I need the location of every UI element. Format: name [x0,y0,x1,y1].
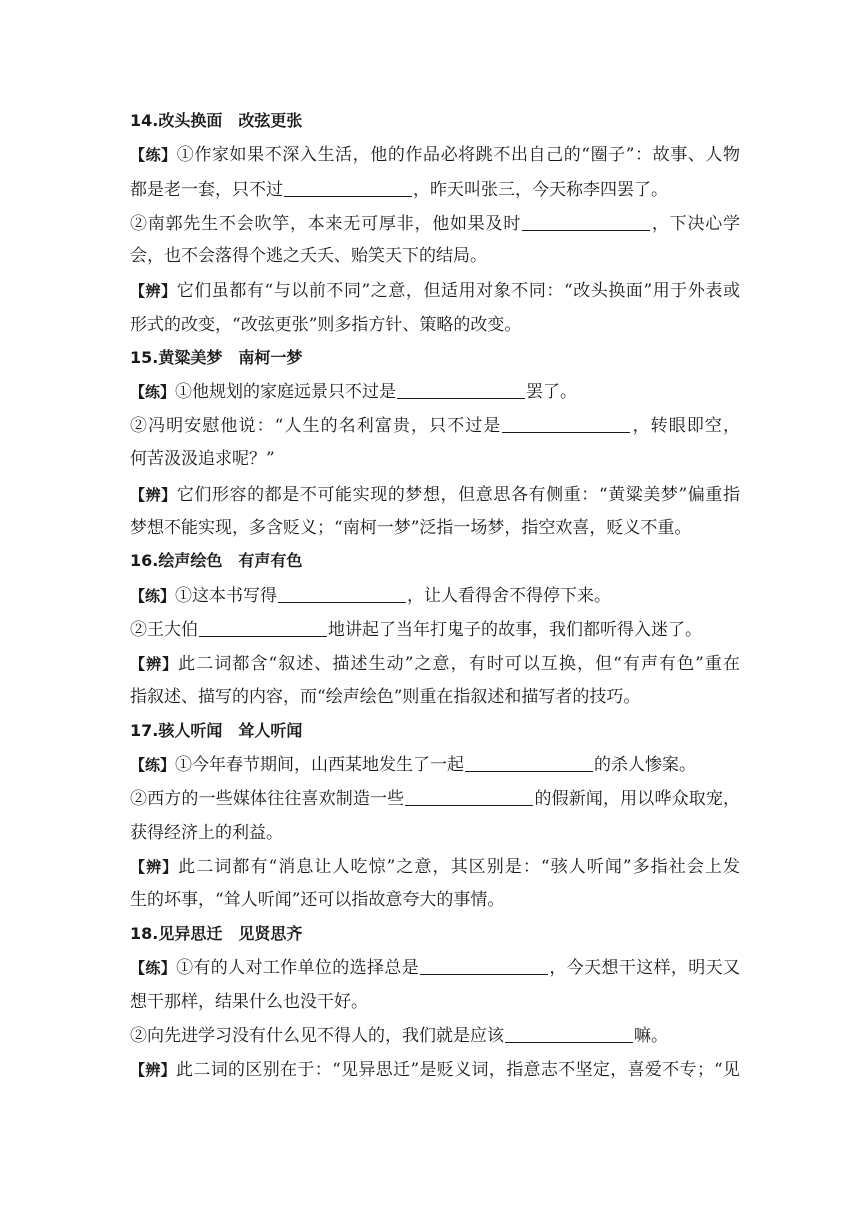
practice-line [130,957,740,979]
distinguish-line: 梦想不能实现，多含贬义；“南柯一梦”泛指一场梦，指空欢喜，贬义不重。 [130,518,692,538]
answer-blank[interactable] [465,755,593,772]
practice-line [130,179,740,201]
practice-line: 何苦汲汲追求呢？” [130,449,275,469]
practice-line [130,415,740,437]
distinguish-tag: 【辨】 [130,655,179,673]
section-heading: 16.绘声绘色 有声有色 [130,551,303,570]
distinguish-tag: 【辨】 [130,282,177,300]
text-span: ，今天想干这样，明天又 [549,958,741,978]
text-span: ①今年春节期间，山西某地发生了一起 [175,755,465,775]
practice-line [130,381,740,403]
section-heading: 14.改头换面 改弦更张 [130,111,303,130]
practice-line [130,1025,740,1047]
text-span: 它们形容的都是不可能实现的梦想，但意思各有侧重：“黄粱美梦”偏重指 [176,485,740,505]
practice-tag: 【练】 [130,756,176,774]
text-span: ①有的人对工作单位的选择总是 [176,958,420,978]
text-span: ，转眼即空， [631,416,740,436]
section-heading: 17.骇人听闻 耸人听闻 [130,721,303,740]
text-span: ①这本书写得 [175,586,278,606]
answer-blank[interactable] [522,214,650,231]
practice-line [130,788,740,810]
answer-blank[interactable] [405,789,533,806]
text-span: ，下决心学 [651,214,741,234]
text-span: ②南郭先生不会吹竽，本来无可厚非，他如果及时 [130,214,522,234]
distinguish-line: 生的坏事，“耸人听闻”还可以指故意夸大的事情。 [130,890,505,910]
answer-blank[interactable] [397,382,525,399]
text-span: 的杀人惨案。 [594,755,697,775]
distinguish-line [130,856,740,878]
practice-line [130,585,740,607]
practice-line [130,245,740,267]
practice-line: 想干那样，结果什么也没干好。 [130,992,368,1012]
practice-tag: 【练】 [130,959,177,977]
answer-blank[interactable] [199,620,327,637]
distinguish-line: 指叙述、描写的内容，而“绘声绘色”则重在指叙述和描写者的技巧。 [130,687,641,707]
practice-tag: 【练】 [130,383,176,401]
answer-blank[interactable] [278,586,406,603]
text-span: 地讲起了当年打鬼子的故事，我们都听得入迷了。 [328,620,702,640]
text-span: ②西方的一些媒体往往喜欢制造一些 [130,789,405,809]
text-span: ②王大伯 [130,620,198,640]
text-span: ，昨天叫张三，今天称李四罢了。 [413,180,668,200]
text-span: ②向先进学习没有什么见不得人的，我们就是应该 [130,1026,504,1046]
section-heading: 18.见异思迁 见贤思齐 [130,924,303,943]
answer-blank[interactable] [502,416,630,433]
practice-line [130,144,740,166]
text-span: 此二词的区别在于：“见异思迁”是贬义词，指意志不坚定，喜爱不专；“见 [176,1060,740,1080]
practice-tag: 【练】 [130,587,176,605]
distinguish-line [130,280,740,302]
practice-line [130,213,740,235]
answer-blank[interactable] [505,1026,633,1043]
practice-tag: 【练】 [130,146,177,164]
practice-line [130,619,740,641]
text-span: 此二词都有“消息让人吃惊”之意，其区别是：“骇人听闻”多指社会上发 [178,857,740,877]
text-span: ，让人看得舍不得停下来。 [407,586,612,606]
text-span: 它们虽都有“与以前不同”之意，但适用对象不同：“改头换面”用于外表或 [176,281,740,301]
text-span: 此二词都含“叙述、描述生动”之意，有时可以互换，但“有声有色”重在 [178,654,740,674]
text-span: ①作家如果不深入生活，他的作品必将跳不出自己的“圈子”：故事、人物 [176,145,740,165]
section-heading: 15.黄粱美梦 南柯一梦 [130,348,303,367]
text-span: 都是老一套，只不过 [130,180,283,200]
text-span: ①他规划的家庭远景只不过是 [175,382,397,402]
distinguish-line [130,653,740,675]
distinguish-tag: 【辨】 [130,486,177,504]
answer-blank[interactable] [420,958,548,975]
text-span: 的假新闻，用以哗众取宠， [534,789,741,809]
text-span: ②冯明安慰他说：“人生的名利富贵，只不过是 [130,416,502,436]
practice-line: 获得经济上的利益。 [130,823,283,843]
text-span: 罢了。 [526,382,578,402]
text-span: 嘛。 [634,1026,668,1046]
distinguish-tag: 【辨】 [130,858,179,876]
text-span: 会，也不会落得个逃之夭夭、贻笑天下的结局。 [130,246,487,266]
practice-line [130,754,740,776]
distinguish-tag: 【辨】 [130,1061,177,1079]
distinguish-line [130,1059,740,1081]
answer-blank[interactable] [284,180,412,197]
distinguish-line: 形式的改变，“改弦更张”则多指方针、策略的改变。 [130,315,522,335]
distinguish-line [130,484,740,506]
